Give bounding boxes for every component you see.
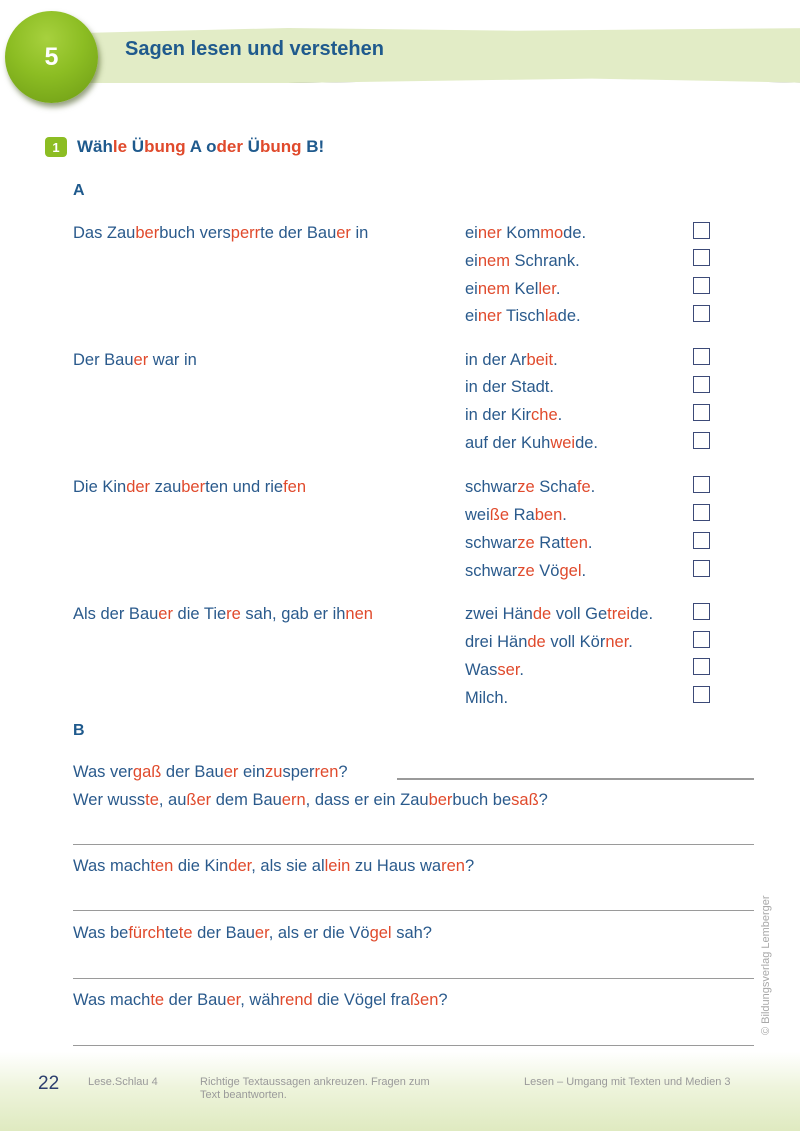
text-segment: die Tie <box>172 605 227 623</box>
syllable-highlight: der <box>228 857 252 875</box>
text-segment: , dass er ein Zau <box>305 791 429 809</box>
answer-option <box>465 307 581 326</box>
syllable-highlight: ten <box>150 857 174 875</box>
syllable-highlight: gel <box>559 562 582 580</box>
syllable-highlight: er <box>336 224 351 242</box>
text-segment: Ü <box>242 137 260 156</box>
text-segment: ? <box>464 857 475 875</box>
answer-line[interactable] <box>397 778 754 780</box>
syllable-highlight: ser <box>497 661 520 679</box>
open-question <box>73 924 432 943</box>
syllable-highlight: re <box>226 605 241 623</box>
answer-option <box>465 506 567 525</box>
answer-checkbox[interactable] <box>693 631 710 648</box>
answer-checkbox[interactable] <box>693 532 710 549</box>
text-segment: ein <box>238 763 265 781</box>
text-segment: ten und rie <box>205 478 284 496</box>
syllable-highlight: nem <box>477 252 510 270</box>
syllable-highlight: rend <box>279 991 313 1009</box>
answer-option <box>465 605 653 624</box>
text-segment: Was <box>465 661 498 679</box>
open-question <box>73 763 348 782</box>
answer-checkbox[interactable] <box>693 504 710 521</box>
text-segment: B! <box>301 137 325 156</box>
answer-line[interactable] <box>73 1045 754 1046</box>
syllable-highlight: nen <box>345 605 373 623</box>
syllable-highlight: beit <box>526 351 554 369</box>
answer-option <box>465 224 586 243</box>
task-title <box>77 137 324 157</box>
text-segment: Was be <box>73 924 129 942</box>
question-stem <box>73 605 373 624</box>
syllable-highlight: ner <box>477 307 502 325</box>
answer-option <box>465 252 580 271</box>
answer-option <box>465 689 508 708</box>
syllable-highlight: ze <box>517 534 535 552</box>
answer-checkbox[interactable] <box>693 658 710 675</box>
syllable-highlight: te <box>150 991 165 1009</box>
text-segment: . <box>555 280 561 298</box>
syllable-highlight: gel <box>369 924 392 942</box>
answer-option <box>465 434 598 453</box>
syllable-highlight: ßer <box>186 791 212 809</box>
answer-option <box>465 633 633 652</box>
question-stem <box>73 351 197 370</box>
syllable-highlight: er <box>223 763 239 781</box>
text-segment: Vö <box>534 562 560 580</box>
answer-option <box>465 378 554 397</box>
syllable-highlight: de <box>532 605 552 623</box>
syllable-highlight: ßen <box>409 991 439 1009</box>
text-segment: ? <box>438 991 448 1009</box>
syllable-highlight: er <box>158 605 173 623</box>
syllable-highlight: ren <box>441 857 465 875</box>
syllable-highlight: der <box>126 478 151 496</box>
text-segment: Ü <box>127 137 145 156</box>
text-segment: die Kin <box>173 857 229 875</box>
text-segment: voll Kör <box>545 633 606 651</box>
text-segment: . <box>587 534 593 552</box>
text-segment: Ra <box>509 506 535 524</box>
answer-option <box>465 406 562 425</box>
syllable-highlight: ren <box>314 763 339 781</box>
syllable-highlight: lein <box>324 857 351 875</box>
answer-option <box>465 562 586 581</box>
text-segment: Kom <box>501 224 541 242</box>
text-segment: die Vö <box>312 991 365 1009</box>
syllable-highlight: bung <box>144 137 186 156</box>
text-segment: in der Stadt. <box>465 378 554 396</box>
text-segment: , als sie al <box>251 857 325 875</box>
text-segment: Als der Bau <box>73 605 159 623</box>
syllable-highlight: che <box>531 406 558 424</box>
answer-checkbox[interactable] <box>693 404 710 421</box>
syllable-highlight: ber <box>135 224 160 242</box>
text-segment: , wäh <box>240 991 280 1009</box>
page-title: Sagen lesen und verstehen <box>125 38 384 60</box>
text-segment: Was mach <box>73 857 151 875</box>
text-segment: auf der Kuh <box>465 434 551 452</box>
text-segment: Kel <box>509 280 539 298</box>
syllable-highlight: fen <box>283 478 307 496</box>
answer-checkbox[interactable] <box>693 277 710 294</box>
answer-option <box>465 534 593 553</box>
syllable-highlight: te <box>145 791 159 809</box>
text-segment: . <box>562 506 567 524</box>
text-segment: Rat <box>534 534 565 552</box>
text-segment: drei Hän <box>465 633 528 651</box>
syllable-highlight: er <box>133 351 149 369</box>
text-segment: te <box>165 924 179 942</box>
syllable-highlight: ern <box>281 791 306 809</box>
text-segment: ei <box>465 280 478 298</box>
text-segment: der Bau <box>192 924 255 942</box>
syllable-highlight: fe <box>576 478 591 496</box>
copyright-note: © Bildungsverlag Lemberger <box>760 895 772 1035</box>
syllable-highlight: ten <box>564 534 588 552</box>
answer-line[interactable] <box>73 978 754 979</box>
syllable-highlight: bung <box>259 137 302 156</box>
syllable-highlight: ze <box>517 562 535 580</box>
syllable-highlight: ber <box>428 791 453 809</box>
answer-checkbox[interactable] <box>693 348 710 365</box>
answer-option <box>465 661 524 680</box>
syllable-highlight: trei <box>607 605 631 623</box>
text-segment: schwar <box>465 562 518 580</box>
syllable-highlight: la <box>544 307 558 325</box>
text-segment: sper <box>282 763 315 781</box>
answer-option <box>465 351 558 370</box>
text-segment: gel fra <box>364 991 410 1009</box>
open-question <box>73 857 474 876</box>
text-segment: . <box>553 351 558 369</box>
footer-area: Lesen – Umgang mit Texten und Medien 3 <box>524 1076 731 1088</box>
text-segment: te der Bau <box>260 224 337 242</box>
page-number: 22 <box>38 1073 60 1094</box>
text-segment: ? <box>538 791 548 809</box>
syllable-highlight: ner <box>605 633 629 651</box>
text-segment: in der Kir <box>465 406 532 424</box>
answer-line[interactable] <box>73 844 754 845</box>
answer-checkbox[interactable] <box>693 249 710 266</box>
text-segment: de. <box>630 605 654 623</box>
syllable-highlight: ze <box>517 478 535 496</box>
answer-checkbox[interactable] <box>693 432 710 449</box>
text-segment: ? <box>338 763 348 781</box>
text-segment: , au <box>158 791 187 809</box>
text-segment: in <box>350 224 369 242</box>
task-number-badge: 1 <box>45 137 67 157</box>
section-b-label: B <box>73 722 85 739</box>
text-segment: sah, gab er ih <box>240 605 346 623</box>
syllable-highlight: perr <box>230 224 261 242</box>
answer-checkbox[interactable] <box>693 560 710 577</box>
syllable-highlight: er <box>226 991 241 1009</box>
syllable-highlight: ben <box>534 506 563 524</box>
text-segment: Die Kin <box>73 478 127 496</box>
answer-option <box>465 478 595 497</box>
text-segment: der Bau <box>161 763 224 781</box>
text-segment: buch vers <box>159 224 231 242</box>
text-segment: dem Bau <box>211 791 282 809</box>
syllable-highlight: ber <box>181 478 206 496</box>
syllable-highlight: wei <box>550 434 576 452</box>
answer-line[interactable] <box>73 910 754 911</box>
answer-checkbox[interactable] <box>693 686 710 703</box>
text-segment: , als er die Vö <box>268 924 370 942</box>
syllable-highlight: te <box>178 924 193 942</box>
answer-checkbox[interactable] <box>693 376 710 393</box>
question-stem <box>73 224 368 243</box>
text-segment: ei <box>465 224 478 242</box>
open-question <box>73 991 448 1010</box>
text-segment: . <box>628 633 633 651</box>
section-a-label: A <box>73 182 85 199</box>
text-segment: zwei Hän <box>465 605 533 623</box>
answer-checkbox[interactable] <box>693 476 710 493</box>
text-segment: de. <box>575 434 599 452</box>
task-heading <box>45 137 324 157</box>
chapter-badge <box>5 11 98 103</box>
text-segment: . <box>557 406 563 424</box>
text-segment: in der Ar <box>465 351 527 369</box>
text-segment: buch be <box>452 791 512 809</box>
text-segment: Wer wuss <box>73 791 146 809</box>
text-segment: de. <box>557 307 581 325</box>
syllable-highlight: der <box>216 137 243 156</box>
text-segment: voll Ge <box>551 605 608 623</box>
answer-checkbox[interactable] <box>693 603 710 620</box>
chapter-number: 5 <box>44 42 59 71</box>
text-segment: schwar <box>465 534 518 552</box>
syllable-highlight: ße <box>489 506 510 524</box>
syllable-highlight: le <box>112 137 128 156</box>
syllable-highlight: de <box>527 633 546 651</box>
open-question <box>73 791 548 810</box>
text-segment: Scha <box>534 478 577 496</box>
text-segment: wei <box>465 506 490 524</box>
text-segment: Das Zau <box>73 224 136 242</box>
text-segment: Schrank. <box>509 252 580 270</box>
text-segment: der Bau <box>164 991 227 1009</box>
text-segment: sah? <box>391 924 432 942</box>
text-segment: . <box>581 562 587 580</box>
syllable-highlight: zu <box>265 763 283 781</box>
answer-checkbox[interactable] <box>693 305 710 322</box>
text-segment: ei <box>465 252 478 270</box>
text-segment: . <box>519 661 524 679</box>
footer-book: Lese.Schlau 4 <box>88 1076 158 1088</box>
text-segment: Milch. <box>465 689 509 707</box>
syllable-highlight: ner <box>477 224 502 242</box>
answer-option <box>465 280 560 299</box>
syllable-highlight: fürch <box>128 924 166 942</box>
text-segment: . <box>590 478 596 496</box>
text-segment: Der Bau <box>73 351 134 369</box>
syllable-highlight: ler <box>538 280 556 298</box>
text-segment: Wäh <box>77 137 113 156</box>
text-segment: de. <box>563 224 587 242</box>
text-segment: zu Haus wa <box>350 857 442 875</box>
syllable-highlight: er <box>254 924 269 942</box>
text-segment: Was mach <box>73 991 151 1009</box>
syllable-highlight: saß <box>511 791 539 809</box>
text-segment: schwar <box>465 478 518 496</box>
text-segment: war in <box>148 351 197 369</box>
text-segment: Was ver <box>73 763 133 781</box>
syllable-highlight: gaß <box>132 763 162 781</box>
text-segment: zau <box>150 478 182 496</box>
question-stem <box>73 478 306 497</box>
answer-checkbox[interactable] <box>693 222 710 239</box>
syllable-highlight: nem <box>477 280 510 298</box>
text-segment: A o <box>185 137 217 156</box>
text-segment: ei <box>465 307 478 325</box>
footer-objective: Richtige Textaussagen ankreuzen. Fragen zum Text beantworten. <box>200 1076 430 1101</box>
text-segment: Tisch <box>501 307 545 325</box>
syllable-highlight: mo <box>540 224 564 242</box>
